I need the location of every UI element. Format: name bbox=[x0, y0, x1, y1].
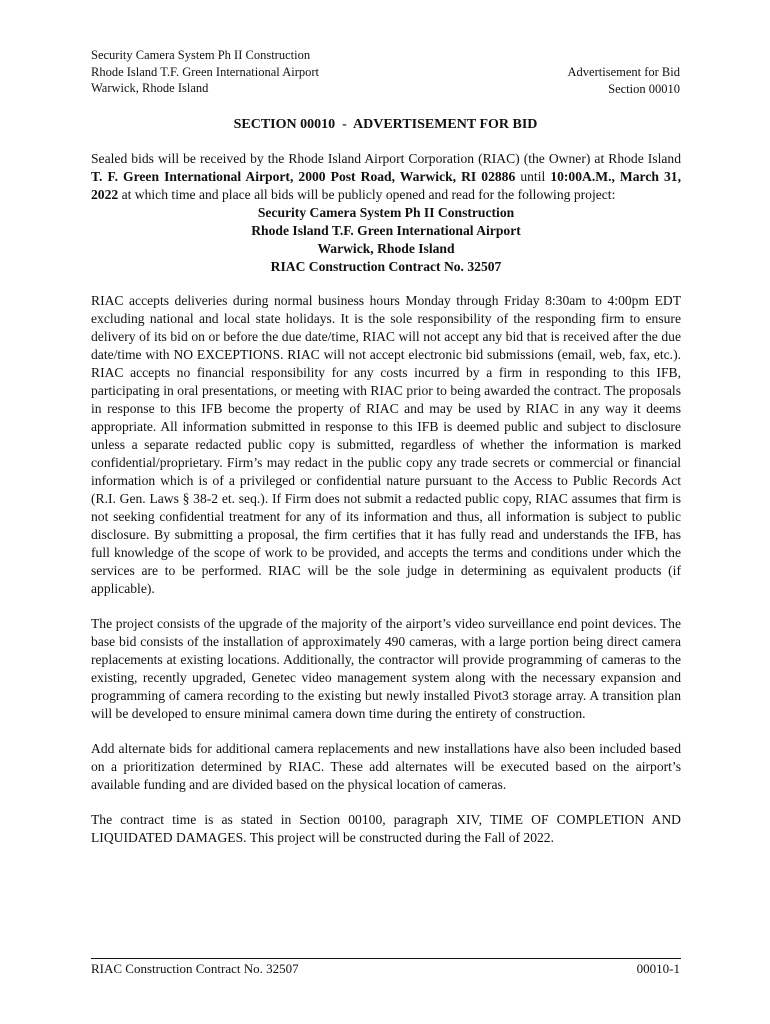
header-right bbox=[568, 64, 680, 97]
header-right-line: Section 00010 bbox=[608, 81, 680, 96]
footer-contract: RIAC Construction Contract No. 32507 bbox=[91, 961, 299, 976]
header-left-line: Rhode Island T.F. Green International Airport bbox=[91, 64, 319, 79]
footer-divider bbox=[91, 958, 681, 959]
intro-text: Sealed bids will be received by the Rhode Island Airport Corporation (RIAC) (the Owner) at Rhode Island bbox=[91, 151, 681, 166]
body-paragraph-alternates: Add alternate bids for additional camera replacements and new installations have also been included based on a prioritization determined by RIAC. These add alternates will be executed based on the airport’s available funding and are divided based on the physical location of cameras. bbox=[91, 741, 681, 792]
footer-page-number: 00010-1 bbox=[636, 961, 680, 976]
intro-location: T. F. Green International Airport, 2000 Post Road, Warwick, RI 02886 bbox=[91, 169, 516, 184]
body-paragraph-deliveries: RIAC accepts deliveries during normal business hours Monday through Friday 8:30am to 4:00pm EDT excluding national and local state holidays. It is the sole responsibility of the responding firm to ensure delivery of its bid on or before the due date/time, RIAC will not accept any bid that is received after the due date/time with NO EXCEPTIONS. RIAC will not accept electronic bid submissions (email, web, fax, etc.). RIAC accepts no financial responsibility for any costs incurred by a firm in responding to this IFB, participating in oral presentations, or meeting with RIAC prior to being awarded the contract. The proposals in response to this IFB become the property of RIAC and may be used by RIAC in any way it deems appropriate. All information submitted in response to this IFB is deemed public and subject to disclosure unless a separate redacted public copy is submitted, regardless of whether the information is marked confidential/proprietary. Firm’s may redact in the public copy any trade secrets or commercial or financial information which is of a privileged or confidential nature pursuant to the Access to Public Records Act (R.I. Gen. Laws § 38-2 et. seq.). If Firm does not submit a redacted public copy, RIAC assumes that firm is not seeking confidential treatment for any of its information and thus, all information is subject to public disclosure. By submitting a proposal, the firm certifies that it has fully read and understands the IFB, has full knowledge of the scope of work to be provided, and accepts the terms and conditions under which the services are to be performed. RIAC will be the sole judge in determining as equivalent products (if applicable). bbox=[91, 293, 681, 596]
header-left-line: Security Camera System Ph II Construction bbox=[91, 48, 311, 62]
project-block bbox=[91, 204, 681, 276]
header-left-line: Warwick, Rhode Island bbox=[91, 81, 209, 95]
intro-text: at which time and place all bids will be publicly opened and read for the following project: bbox=[118, 187, 616, 202]
header-right-line: Advertisement for Bid bbox=[567, 65, 680, 79]
intro-deadline: 10:00A.M., March 31, 2022 bbox=[91, 169, 681, 202]
section-title: SECTION 00010 - ADVERTISEMENT FOR BID bbox=[233, 117, 538, 132]
intro-paragraph bbox=[91, 150, 681, 204]
project-city: Warwick, Rhode Island bbox=[317, 241, 455, 256]
body-paragraph-contract-time: The contract time is as stated in Section 00100, paragraph XIV, TIME OF COMPLETION AND LIQUIDATED DAMAGES. This project will be constructed during the Fall of 2022. bbox=[91, 812, 681, 845]
header-left bbox=[91, 47, 319, 97]
project-airport: Rhode Island T.F. Green International Airport bbox=[251, 223, 521, 238]
body-paragraph-scope: The project consists of the upgrade of the majority of the airport’s video surveillance end point devices. The base bid consists of the installation of approximately 490 cameras, with a large portion being direct camera replacements at existing locations. Additionally, the contractor will provide programming of cameras to the existing, recently upgraded, Genetec video management system along with the necessary expansion and programming of camera recording to the existing but newly installed Pivot3 storage array. A transition plan will be developed to ensure minimal camera down time during the entirety of construction. bbox=[91, 616, 681, 721]
project-name: Security Camera System Ph II Construction bbox=[257, 205, 515, 220]
intro-text: until bbox=[515, 169, 551, 184]
project-contract: RIAC Construction Contract No. 32507 bbox=[270, 259, 502, 274]
document-body bbox=[91, 150, 681, 847]
